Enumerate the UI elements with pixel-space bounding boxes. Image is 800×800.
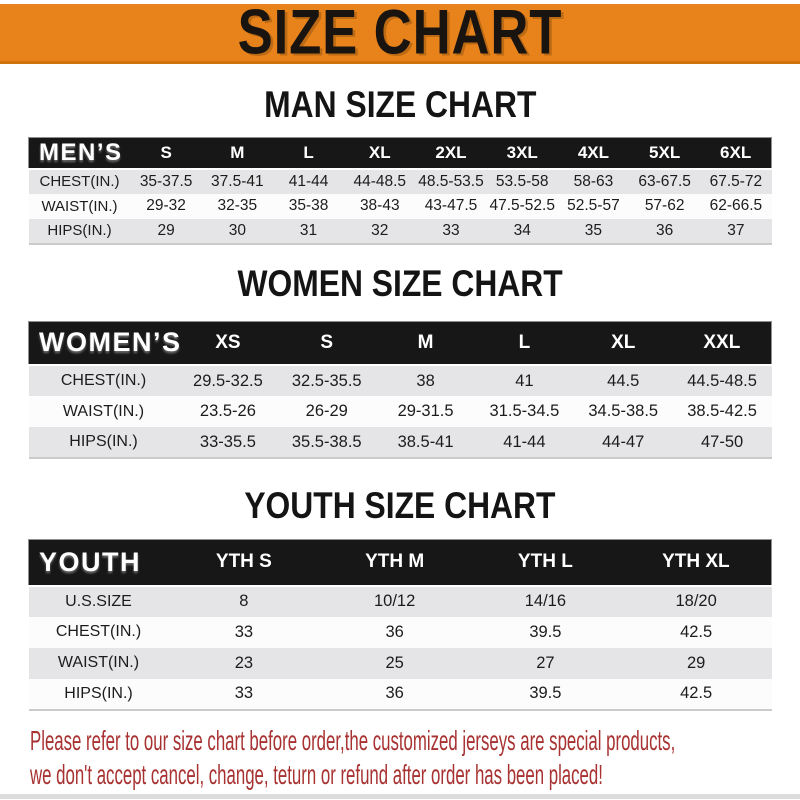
size-cell: 63-67.5 <box>638 172 691 190</box>
size-cell: 47-50 <box>700 432 744 451</box>
size-cell: 37.5-41 <box>211 172 264 190</box>
size-cell: 39.5 <box>529 622 562 641</box>
size-cell: 44-48.5 <box>353 172 407 190</box>
size-table-men <box>28 137 772 245</box>
section-heading-text: MAN SIZE CHART <box>263 84 537 125</box>
size-column-header: XXL <box>673 321 772 365</box>
size-cell: 41-44 <box>288 172 329 190</box>
size-section-men <box>0 85 800 245</box>
size-cell: 29-31.5 <box>397 402 454 420</box>
size-cell: 35 <box>584 221 603 239</box>
size-column-header: YTH XL <box>621 540 772 586</box>
size-table-youth <box>28 539 772 711</box>
row-label: WAIST(IN.) <box>57 654 140 671</box>
size-cell: 33 <box>234 622 254 641</box>
table-row <box>29 396 772 427</box>
size-column-header: YTH M <box>319 540 470 586</box>
size-column-header: S <box>131 138 202 169</box>
disclaimer <box>30 724 800 792</box>
size-column-header: M <box>202 138 273 169</box>
size-cell: 32.5-35.5 <box>291 371 362 390</box>
size-column-header: M <box>376 321 475 365</box>
size-cell: 44.5 <box>607 371 640 390</box>
disclaimer-text <box>30 724 800 792</box>
size-cell: 18/20 <box>675 592 717 610</box>
size-cell: 42.5 <box>680 622 713 641</box>
size-cell: 44-47 <box>602 432 645 451</box>
size-cell: 42.5 <box>680 684 713 702</box>
size-column-header: XS <box>179 321 278 365</box>
section-heading-text: YOUTH SIZE CHART <box>244 485 556 526</box>
size-cell: 37 <box>727 221 745 239</box>
size-cell: 36 <box>656 221 674 239</box>
size-cell: 38.5-42.5 <box>687 402 757 420</box>
size-column-header: L <box>273 138 344 169</box>
size-column-header: YTH S <box>169 540 320 586</box>
size-column-header: 5XL <box>629 138 700 169</box>
size-cell: 29 <box>686 653 706 672</box>
size-column-header: 3XL <box>487 138 558 169</box>
banner <box>0 0 800 68</box>
size-cell: 33-35.5 <box>199 432 256 451</box>
size-cell: 62-66.5 <box>709 197 763 214</box>
size-cell: 33 <box>442 221 460 239</box>
size-cell: 31.5-34.5 <box>489 402 560 420</box>
size-cell: 34.5-38.5 <box>588 402 659 420</box>
size-table-women <box>28 321 772 460</box>
size-tables-container <box>0 85 800 711</box>
banner-title: SIZE CHART <box>237 0 563 68</box>
section-heading-men <box>0 85 800 125</box>
size-section-women <box>0 264 800 460</box>
size-cell: 39.5 <box>529 684 562 702</box>
size-cell: 26-29 <box>305 402 348 420</box>
size-cell: 30 <box>228 221 246 239</box>
size-cell: 33 <box>234 684 254 702</box>
size-cell: 27 <box>536 653 555 672</box>
size-cell: 38 <box>416 371 435 390</box>
group-label: MEN’S <box>29 138 131 169</box>
size-cell: 14/16 <box>524 592 567 610</box>
size-cell: 25 <box>385 653 404 672</box>
size-cell: 29.5-32.5 <box>193 371 263 390</box>
table-row <box>29 427 772 458</box>
size-cell: 8 <box>239 592 249 610</box>
bottom-strip <box>0 794 800 799</box>
size-cell: 35.5-38.5 <box>291 432 362 451</box>
size-cell: 32 <box>371 221 389 239</box>
table-header-row <box>29 321 772 365</box>
size-column-header: 2XL <box>415 138 486 169</box>
group-label: WOMEN’S <box>29 321 179 365</box>
size-cell: 29-32 <box>146 197 186 214</box>
table-header-row <box>29 540 772 586</box>
size-cell: 38-43 <box>359 197 400 214</box>
row-label: HIPS(IN.) <box>47 222 112 239</box>
section-heading-women <box>0 264 800 304</box>
size-column-header: 4XL <box>558 138 629 169</box>
size-cell: 34 <box>513 221 531 239</box>
table-row <box>29 219 772 244</box>
size-cell: 35-38 <box>288 197 329 214</box>
row-label: WAIST(IN.) <box>41 197 118 215</box>
size-cell: 31 <box>299 221 318 239</box>
size-cell: 35-37.5 <box>139 172 193 190</box>
row-label: HIPS(IN.) <box>69 433 138 450</box>
row-label: HIPS(IN.) <box>64 684 133 702</box>
size-cell: 38.5-41 <box>397 432 454 451</box>
size-cell: 57-62 <box>644 197 685 214</box>
table-row <box>29 194 772 219</box>
size-cell: 52.5-57 <box>567 197 620 214</box>
table-row <box>29 679 772 710</box>
row-label: U.S.SIZE <box>65 592 132 610</box>
size-cell: 44.5-48.5 <box>687 371 757 390</box>
size-cell: 41 <box>515 371 534 390</box>
row-label: WAIST(IN.) <box>62 402 145 420</box>
size-cell: 36 <box>385 684 404 702</box>
table-row <box>29 586 772 617</box>
size-cell: 32-35 <box>217 197 258 214</box>
table-header-row <box>29 138 772 169</box>
size-cell: 29 <box>157 221 175 239</box>
size-cell: 48.5-53.5 <box>418 172 484 190</box>
size-cell: 58-63 <box>573 172 614 190</box>
size-column-header: 6XL <box>700 138 771 169</box>
size-cell: 67.5-72 <box>709 172 763 190</box>
size-cell: 23 <box>234 653 254 672</box>
size-cell: 10/12 <box>373 592 416 610</box>
disclaimer-line-2: we don't accept cancel, change, teturn or refund after order has been placed! <box>30 758 603 790</box>
size-column-header: XL <box>574 321 673 365</box>
size-cell: 53.5-58 <box>495 172 549 190</box>
group-label: YOUTH <box>29 540 169 586</box>
size-column-header: S <box>277 321 376 365</box>
size-cell: 47.5-52.5 <box>489 197 555 214</box>
section-heading-text: WOMEN SIZE CHART <box>237 262 563 304</box>
size-cell: 36 <box>385 622 404 641</box>
size-cell: 23.5-26 <box>199 402 256 420</box>
size-section-youth <box>0 486 800 711</box>
table-row <box>29 169 772 194</box>
size-column-header: L <box>475 321 574 365</box>
disclaimer-line-1: Please refer to our size chart before order,the customized jerseys are special products, <box>30 724 676 756</box>
table-row <box>29 365 772 396</box>
size-column-header: YTH L <box>470 540 621 586</box>
size-cell: 43-47.5 <box>424 197 478 214</box>
section-heading-youth <box>0 486 800 526</box>
size-cell: 41-44 <box>503 432 546 451</box>
row-label: CHEST(IN.) <box>55 623 142 640</box>
table-row <box>29 617 772 648</box>
row-label: CHEST(IN.) <box>39 173 120 190</box>
row-label: CHEST(IN.) <box>60 372 147 389</box>
table-row <box>29 648 772 679</box>
size-column-header: XL <box>344 138 415 169</box>
